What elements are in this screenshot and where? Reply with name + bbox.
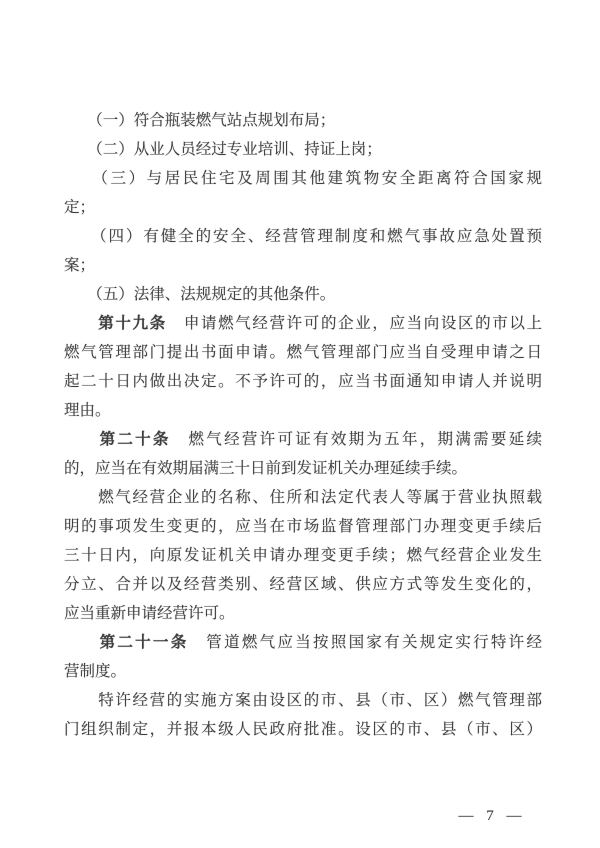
article-text: 管道燃气应当按照国家有关规定实行特许经 bbox=[188, 634, 542, 651]
article-text: 燃气经营许可证有效期为五年，期满需要延续 bbox=[170, 431, 542, 448]
text-line bbox=[64, 338, 542, 367]
article-text: 燃气经营企业的名称、住所和法定代表人等属于营业执照载 bbox=[64, 489, 542, 506]
clause-text: （二）从业人员经过专业培训、持证上岗； bbox=[64, 141, 382, 158]
text-line bbox=[64, 599, 542, 628]
text-line-clause-1 bbox=[64, 106, 542, 135]
article-text: 燃气管理部门提出书面申请。燃气管理部门应当自受理申请之日 bbox=[64, 344, 542, 361]
text-line bbox=[64, 367, 542, 396]
article-text: 特许经营的实施方案由设区的市、县（市、区）燃气管理部 bbox=[64, 692, 542, 709]
text-line-clause-4-cont bbox=[64, 251, 542, 280]
text-line-clause-3 bbox=[64, 164, 542, 193]
clause-text: （三）与居民住宅及周围其他建筑物安全距离符合国家规 bbox=[64, 170, 542, 187]
text-line bbox=[64, 715, 542, 744]
article-text: 起二十日内做出决定。不予许可的，应当书面通知申请人并说明 bbox=[64, 373, 542, 390]
text-line-clause-5 bbox=[64, 280, 542, 309]
document-body-text bbox=[64, 106, 542, 744]
text-line bbox=[64, 570, 542, 599]
text-line bbox=[64, 454, 542, 483]
article-text: 门组织制定，并报本级人民政府批准。设区的市、县（市、区） bbox=[64, 721, 542, 738]
article-20-number: 第二十条 bbox=[64, 431, 171, 448]
text-line-article-21 bbox=[64, 628, 542, 657]
clause-text: （五）法律、法规规定的其他条件。 bbox=[64, 286, 336, 303]
article-text: 的，应当在有效期届满三十日前到发证机关办理延续手续。 bbox=[64, 460, 468, 477]
text-line bbox=[64, 686, 542, 715]
clause-text: 定； bbox=[64, 199, 96, 216]
text-line bbox=[64, 541, 542, 570]
article-text: 明的事项发生变更的，应当在市场监督管理部门办理变更手续后 bbox=[64, 518, 542, 535]
text-line bbox=[64, 512, 542, 541]
article-text: 应当重新申请经营许可。 bbox=[64, 605, 235, 622]
article-text: 理由。 bbox=[64, 402, 111, 419]
text-line-article-20 bbox=[64, 425, 542, 454]
article-text: 营制度。 bbox=[64, 663, 127, 680]
text-line-clause-4 bbox=[64, 222, 542, 251]
article-text: 申请燃气经营许可的企业，应当向设区的市以上 bbox=[166, 315, 542, 332]
text-line bbox=[64, 657, 542, 686]
article-19-number: 第十九条 bbox=[64, 315, 167, 332]
clause-text: （一）符合瓶装燃气站点规划布局； bbox=[64, 112, 336, 129]
text-line bbox=[64, 396, 542, 425]
clause-text: 案； bbox=[64, 257, 96, 274]
article-21-number: 第二十一条 bbox=[64, 634, 189, 651]
page-number: — 7 — bbox=[458, 808, 522, 824]
text-line bbox=[64, 483, 542, 512]
article-text: 分立、合并以及经营类别、经营区域、供应方式等发生变化的， bbox=[64, 576, 542, 593]
text-line-clause-3-cont bbox=[64, 193, 542, 222]
article-text: 三十日内，向原发证机关申请办理变更手续；燃气经营企业发生 bbox=[64, 547, 542, 564]
text-line-article-19 bbox=[64, 309, 542, 338]
clause-text: （四）有健全的安全、经营管理制度和燃气事故应急处置预 bbox=[64, 228, 542, 245]
text-line-clause-2 bbox=[64, 135, 542, 164]
